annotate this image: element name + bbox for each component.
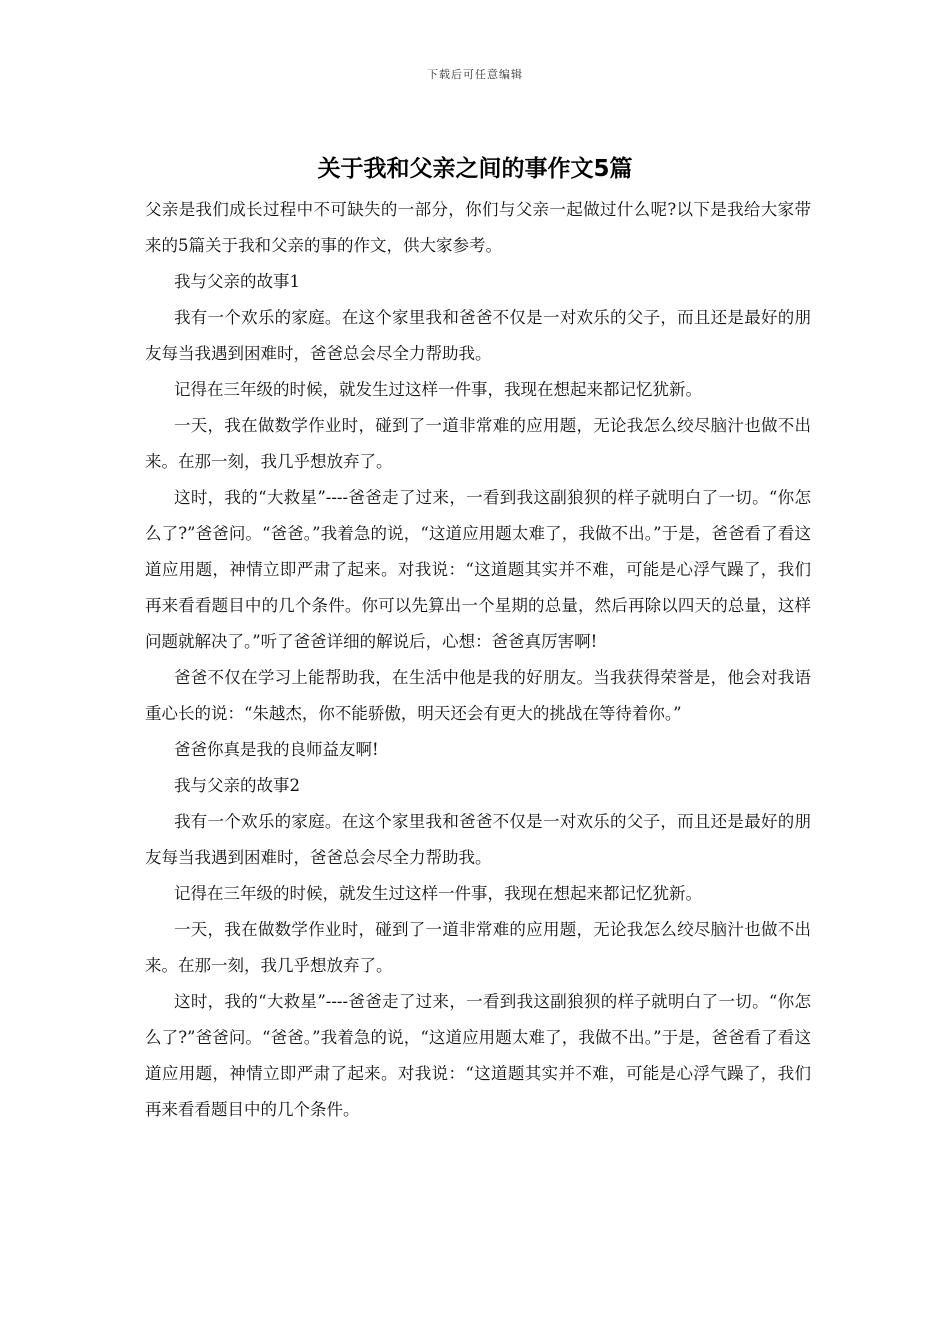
document-title: 关于我和父亲之间的事作文5篇 xyxy=(317,156,633,182)
paragraph: 记得在三年级的时候，就发生过这样一件事，我现在想起来都记忆犹新。 xyxy=(174,884,702,903)
paragraph: 一天，我在做数学作业时，碰到了一道非常难的应用题，无论我怎么绞尽脑汁也做不出来。在那一刻，我几乎想放弃了。 xyxy=(145,920,811,975)
header-note: 下载后可任意编辑 xyxy=(427,68,523,81)
document-body xyxy=(145,192,811,1128)
paragraph: 这时，我的“大救星”----爸爸走了过来，一看到我这副狼狈的样子就明白了一切。“你怎么了?”爸爸问。“爸爸。”我着急的说，“这道应用题太难了，我做不出。”于是，爸爸看了看这道应用题，神情立即严肃了起来。对我说：“这道题其实并不难，可能是心浮气躁了，我们再来看看题目中的几个条件。你可以先算出一个星期的总量，然后再除以四天的总量，这样问题就解决了。”听了爸爸详细的解说后，心想：爸爸真厉害啊! xyxy=(145,488,811,651)
paragraph: 爸爸你真是我的良师益友啊! xyxy=(174,740,379,759)
paragraph: 我有一个欢乐的家庭。在这个家里我和爸爸不仅是一对欢乐的父子，而且还是最好的朋友每当我遇到困难时，爸爸总会尽全力帮助我。 xyxy=(145,308,811,363)
paragraph-intro: 父亲是我们成长过程中不可缺失的一部分，你们与父亲一起做过什么呢?以下是我给大家带来的5篇关于我和父亲的事的作文，供大家参考。 xyxy=(145,200,811,255)
section-heading-2: 我与父亲的故事2 xyxy=(174,776,300,795)
paragraph: 一天，我在做数学作业时，碰到了一道非常难的应用题，无论我怎么绞尽脑汁也做不出来。在那一刻，我几乎想放弃了。 xyxy=(145,416,811,471)
section-heading-1: 我与父亲的故事1 xyxy=(174,272,300,291)
paragraph: 爸爸不仅在学习上能帮助我，在生活中他是我的好朋友。当我获得荣誉是，他会对我语重心长的说：“朱越杰，你不能骄傲，明天还会有更大的挑战在等待着你。” xyxy=(145,668,811,723)
paragraph: 记得在三年级的时候，就发生过这样一件事，我现在想起来都记忆犹新。 xyxy=(174,380,702,399)
paragraph: 这时，我的“大救星”----爸爸走了过来，一看到我这副狼狈的样子就明白了一切。“你怎么了?”爸爸问。“爸爸。”我着急的说，“这道应用题太难了，我做不出。”于是，爸爸看了看这道应用题，神情立即严肃了起来。对我说：“这道题其实并不难，可能是心浮气躁了，我们再来看看题目中的几个条件。 xyxy=(145,992,811,1119)
paragraph: 我有一个欢乐的家庭。在这个家里我和爸爸不仅是一对欢乐的父子，而且还是最好的朋友每当我遇到困难时，爸爸总会尽全力帮助我。 xyxy=(145,812,811,867)
